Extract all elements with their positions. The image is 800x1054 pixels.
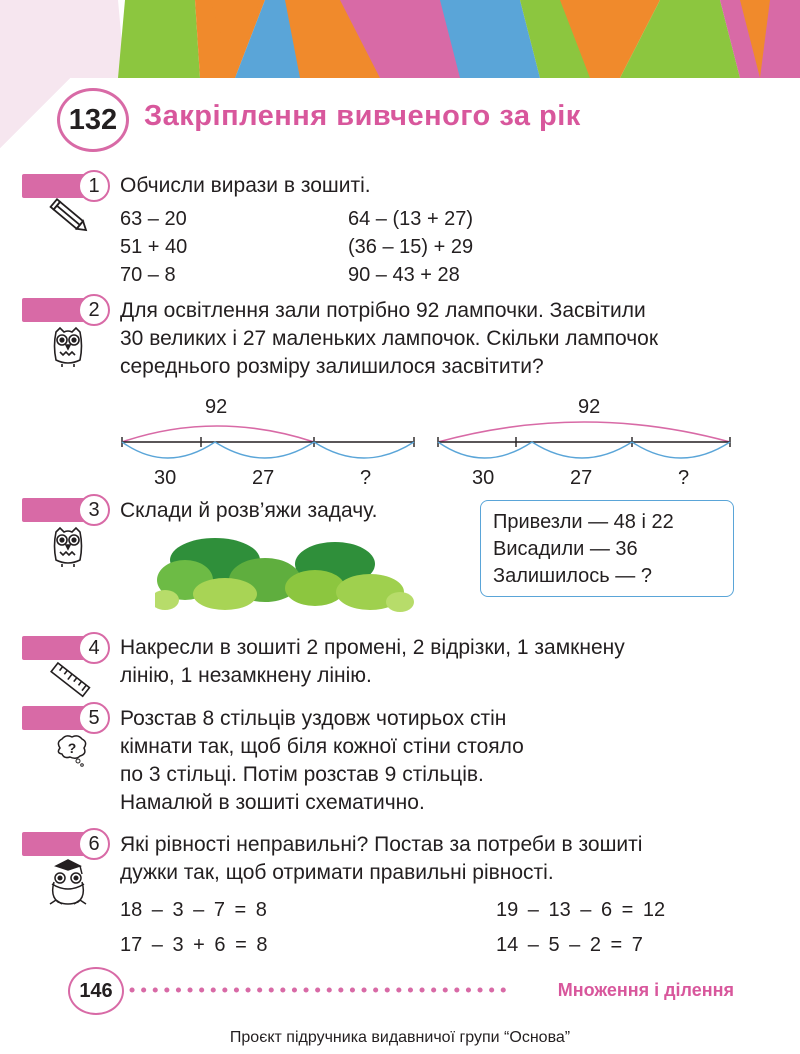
task-5-line-4: Намалюй в зошиті схематично. — [120, 791, 425, 814]
bushes-illustration — [155, 530, 415, 616]
task-3-number-badge — [78, 494, 110, 526]
task-5-line-3: по 3 стільці. Потім розстав 9 стільців. — [120, 763, 484, 786]
publisher-credit: Проєкт підручника видавничої групи “Основа” — [229, 1029, 571, 1046]
task-2-line-1: Для освітлення зали потрібно 92 лампочки. Засвітили — [120, 299, 646, 322]
diagram-right-part-1: 30 — [472, 467, 495, 489]
svg-text:?: ? — [67, 740, 77, 756]
ruler-icon — [48, 660, 92, 700]
task-5-line-1: Розстав 8 стільців уздовж чотирьох стін — [120, 707, 507, 730]
diagram-right-total: 92 — [578, 396, 601, 418]
task-1-expr-right-3: 90 – 43 + 28 — [348, 264, 460, 286]
header-banner — [0, 0, 800, 78]
task-2-number-badge — [78, 294, 110, 326]
box-line-1: Привезли — 48 і 22 — [493, 511, 674, 533]
task-4-number: 4 — [88, 636, 100, 659]
task-1-expr-left-2: 51 + 40 — [120, 236, 188, 258]
footer-topic: Множення і ділення — [557, 980, 734, 1000]
task-6-line-2: дужки так, щоб отримати правильні рівності. — [120, 861, 554, 884]
diagram-right-part-2: 27 — [570, 467, 593, 489]
diagram-left-total: 92 — [205, 396, 228, 418]
task-1-expr-left-1: 63 – 20 — [120, 208, 187, 230]
page-number: 146 — [79, 979, 113, 1002]
task-4-line-2: лінію, 1 незамкнену лінію. — [120, 664, 372, 687]
task-3-data-box — [480, 500, 734, 597]
task-1-text: Обчисли вирази в зошиті. — [120, 174, 371, 197]
task-6-line-1: Які рівності неправильні? Постав за потреби в зошиті — [120, 833, 643, 856]
task-6-eq-right-1: 19 – 13 – 6 = 12 — [496, 899, 666, 921]
task-5-line-2: кімнати так, щоб біля кожної стіни стояло — [120, 735, 524, 758]
task-1-expr-right-2: (36 – 15) + 29 — [348, 236, 474, 258]
task-5-number: 5 — [88, 706, 100, 729]
footer-dotted-line — [128, 985, 518, 995]
task-2-line-3: середнього розміру залишилося засвітити? — [120, 355, 544, 378]
page-number-badge — [68, 967, 124, 1015]
task-1-number: 1 — [88, 174, 100, 197]
diagram-right-part-3: ? — [678, 467, 690, 489]
lesson-number: 132 — [68, 103, 118, 136]
pencil-icon — [48, 198, 92, 238]
task-2-line-2: 30 великих і 27 маленьких лампочок. Скільки лампочок — [120, 327, 659, 350]
task-1-expr-right-1: 64 – (13 + 27) — [348, 208, 474, 230]
task-4-line-1: Накресли в зошиті 2 промені, 2 відрізки, 1 замкнену — [120, 636, 625, 659]
task-3-number: 3 — [88, 498, 100, 521]
lesson-title: Закріплення вивченого за рік — [144, 100, 581, 132]
question-bubble-icon — [54, 734, 90, 768]
task-6-eq-right-2: 14 – 5 – 2 = 7 — [496, 934, 643, 956]
task-1-expr-left-3: 70 – 8 — [120, 264, 176, 286]
task-6-eq-left-1: 18 – 3 – 7 = 8 — [120, 899, 267, 921]
owl-icon — [50, 526, 86, 568]
diagram-left-part-3: ? — [360, 467, 372, 489]
box-line-3: Залишилось — ? — [493, 565, 652, 587]
task-2-number: 2 — [88, 298, 100, 321]
task-6-number-badge — [78, 828, 110, 860]
diagram-left-part-2: 27 — [252, 467, 275, 489]
diagram-left-part-1: 30 — [154, 467, 177, 489]
lesson-number-badge — [57, 88, 129, 152]
task-5-number-badge — [78, 702, 110, 734]
frog-icon — [44, 858, 92, 910]
owl-icon — [50, 326, 86, 368]
task-3-text: Склади й розв’яжи задачу. — [120, 499, 378, 522]
task-6-eq-left-2: 17 – 3 + 6 = 8 — [120, 934, 268, 956]
task-6-number: 6 — [88, 832, 100, 855]
box-line-2: Висадили — 36 — [493, 538, 638, 560]
